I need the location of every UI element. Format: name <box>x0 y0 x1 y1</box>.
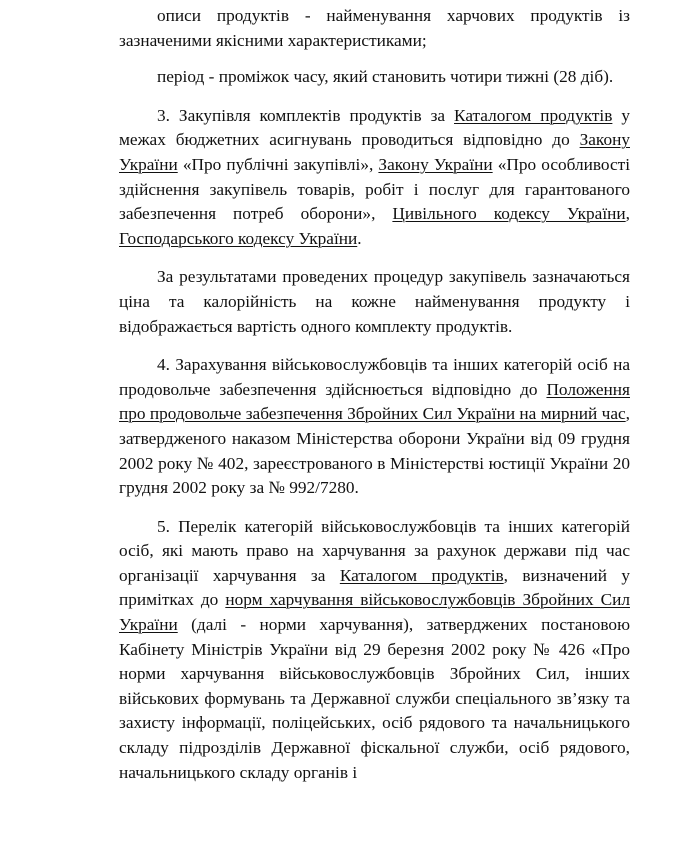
text-run: . <box>357 228 362 248</box>
paragraph-procurement-results <box>119 265 630 339</box>
paragraph-item-4-enrollment <box>119 353 630 501</box>
text-run: «Про публічні закупівлі», <box>177 154 379 174</box>
text-run: у межах бюджетних асигнувань проводиться відповідно до <box>119 105 630 150</box>
text-run: (далі - норми харчування), затверджених постановою Кабінету Міністрів України від 29 березня 2002 року № 426 «Про норми харчування військовослужбовців Збройних Сил, інших військових формувань та Державної служби спеціального зв’язку та захисту інформації, поліцейських, осіб рядового та начальницького складу підрозділів Державної фіскальної служби, осіб рядового, начальницького складу органів і <box>119 615 630 782</box>
link-commercial-code[interactable]: Господарського кодексу України <box>119 228 358 248</box>
text-run: 5. Перелік категорій військовослужбовців та інших категорій осіб, які мають право на харчування за рахунок держави під час організації харчування за <box>119 516 630 585</box>
text-run: описи продуктів - найменування харчових продуктів із зазначеними якісними характеристиками; <box>119 6 630 50</box>
text-run: , визначений у примітках до <box>119 565 630 610</box>
link-product-catalog[interactable]: Каталогом продуктів <box>454 105 613 125</box>
link-civil-code[interactable]: Цивільного кодексу України <box>392 204 626 224</box>
link-product-catalog-2[interactable]: Каталогом продуктів <box>339 565 504 585</box>
paragraph-definition-product-descriptions <box>119 4 630 53</box>
link-food-supply-regulation[interactable]: Положення про продовольче забезпечення Збройних Сил України на мирний час <box>119 379 630 424</box>
text-run: «Про особливості здійснення закупівель товарів, робіт і послуг для гарантованого забезпечення потреб оборони», <box>119 154 631 224</box>
text-run: , затвердженого наказом Міністерства оборони України від 09 грудня 2002 року № 402, зареєстрованого в Міністерстві юстиції України 20 грудня 2002 року за № 992/7280. <box>119 404 630 498</box>
link-nutrition-norms[interactable]: норм харчування військовослужбовців Збройних Сил України <box>119 590 630 635</box>
paragraph-item-3-procurement <box>119 104 630 252</box>
paragraph-item-5-categories <box>119 515 630 786</box>
document-body <box>119 4 630 799</box>
link-law-of-ukraine-defense-procurement[interactable]: Закону України <box>378 154 493 174</box>
paragraph-definition-period <box>119 65 630 90</box>
text-run: період - проміжок часу, який становить чотири тижні (28 діб). <box>157 67 614 87</box>
text-run: 3. Закупівля комплектів продуктів за <box>157 105 455 125</box>
text-run: За результатами проведених процедур закупівель зазначаються ціна та калорійність на кожне найменування продукту і відображається вартість одного комплекту продуктів. <box>119 267 630 336</box>
text-run: , <box>625 204 630 224</box>
text-run: 4. Зарахування військовослужбовців та інших категорій осіб на продовольче забезпечення здійснюється відповідно до <box>119 355 630 399</box>
link-law-of-ukraine-public-procurement[interactable]: Закону України <box>119 130 630 174</box>
